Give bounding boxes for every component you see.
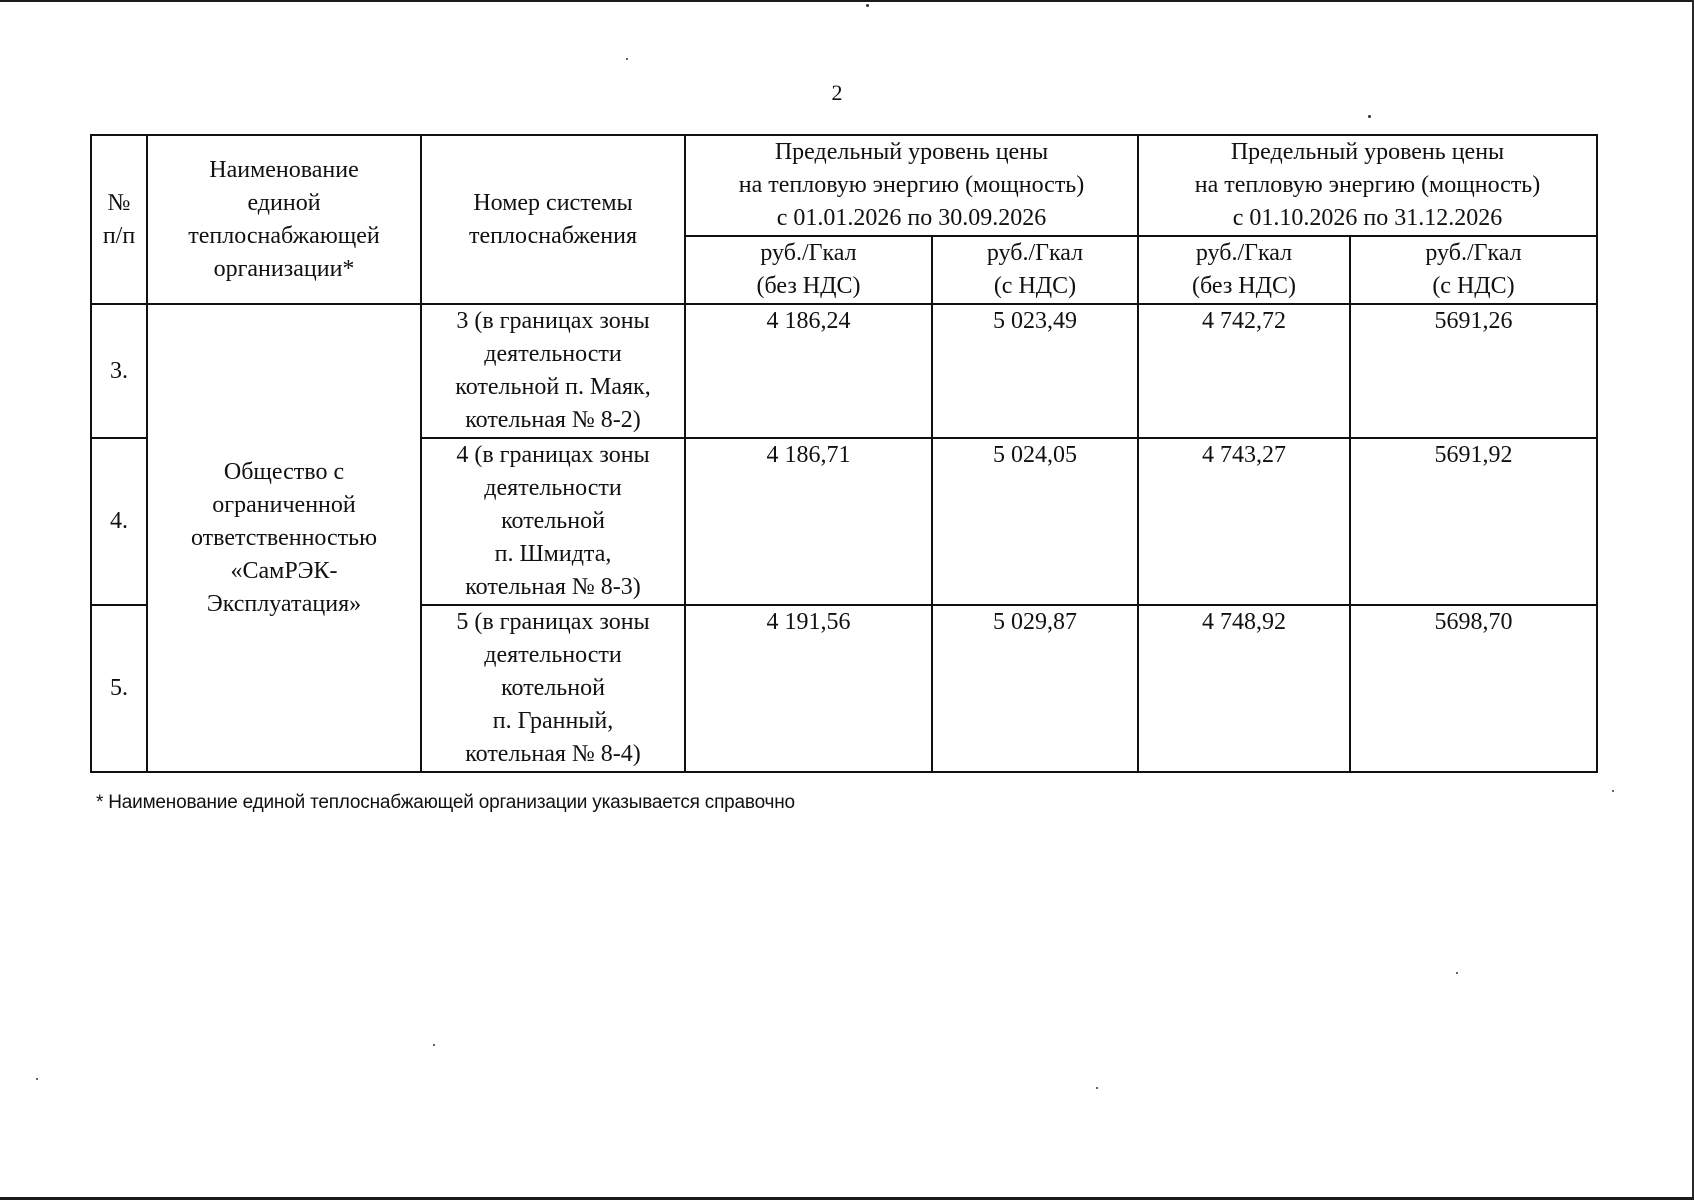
heat-system: 4 (в границах зоны деятельности котельной п. Шмидта, котельная № 8-3)	[421, 438, 685, 605]
price-period-2-without-vat: 4 748,92	[1138, 605, 1350, 772]
price-period-2-without-vat: 4 743,27	[1138, 438, 1350, 605]
price-period-1-without-vat: 4 186,24	[685, 304, 932, 438]
price-period-2-without-vat: 4 742,72	[1138, 304, 1350, 438]
scan-speck	[1456, 972, 1458, 974]
scan-speck	[1368, 115, 1371, 118]
header-period-1-without-vat: руб./Гкал (без НДС)	[685, 236, 932, 304]
heat-system: 3 (в границах зоны деятельности котельной п. Маяк, котельная № 8-2)	[421, 304, 685, 438]
row-number: 4.	[91, 438, 147, 605]
header-period-1: Предельный уровень цены на тепловую энергию (мощность) с 01.01.2026 по 30.09.2026	[685, 135, 1138, 236]
row-number: 3.	[91, 304, 147, 438]
header-heat-system: Номер системы теплоснабжения	[421, 135, 685, 304]
price-period-1-with-vat: 5 023,49	[932, 304, 1138, 438]
price-period-2-with-vat: 5691,92	[1350, 438, 1597, 605]
footnote: * Наименование единой теплоснабжающей организации указывается справочно	[96, 792, 795, 813]
header-period-2-without-vat: руб./Гкал (без НДС)	[1138, 236, 1350, 304]
scan-speck	[1612, 790, 1614, 792]
scan-speck	[866, 4, 869, 7]
header-number: № п/п	[91, 135, 147, 304]
price-period-1-without-vat: 4 186,71	[685, 438, 932, 605]
scan-speck	[1096, 1087, 1098, 1089]
scan-speck	[433, 1044, 435, 1046]
price-period-2-with-vat: 5691,26	[1350, 304, 1597, 438]
price-period-1-with-vat: 5 029,87	[932, 605, 1138, 772]
scan-border-top	[0, 0, 1694, 2]
price-period-1-with-vat: 5 024,05	[932, 438, 1138, 605]
header-period-1-with-vat: руб./Гкал (с НДС)	[932, 236, 1138, 304]
scan-speck	[626, 58, 628, 60]
price-period-2-with-vat: 5698,70	[1350, 605, 1597, 772]
organization-name: Общество с ограниченной ответственностью «СамРЭК- Эксплуатация»	[147, 304, 421, 772]
price-period-1-without-vat: 4 191,56	[685, 605, 932, 772]
tariff-table	[90, 134, 1598, 773]
page-number: 2	[831, 80, 843, 105]
table-row	[91, 304, 1597, 438]
row-number: 5.	[91, 605, 147, 772]
heat-system: 5 (в границах зоны деятельности котельной п. Гранный, котельная № 8-4)	[421, 605, 685, 772]
header-period-2-with-vat: руб./Гкал (с НДС)	[1350, 236, 1597, 304]
header-period-2: Предельный уровень цены на тепловую энергию (мощность) с 01.10.2026 по 31.12.2026	[1138, 135, 1597, 236]
scan-speck	[36, 1078, 38, 1080]
header-organization: Наименование единой теплоснабжающей организации*	[147, 135, 421, 304]
